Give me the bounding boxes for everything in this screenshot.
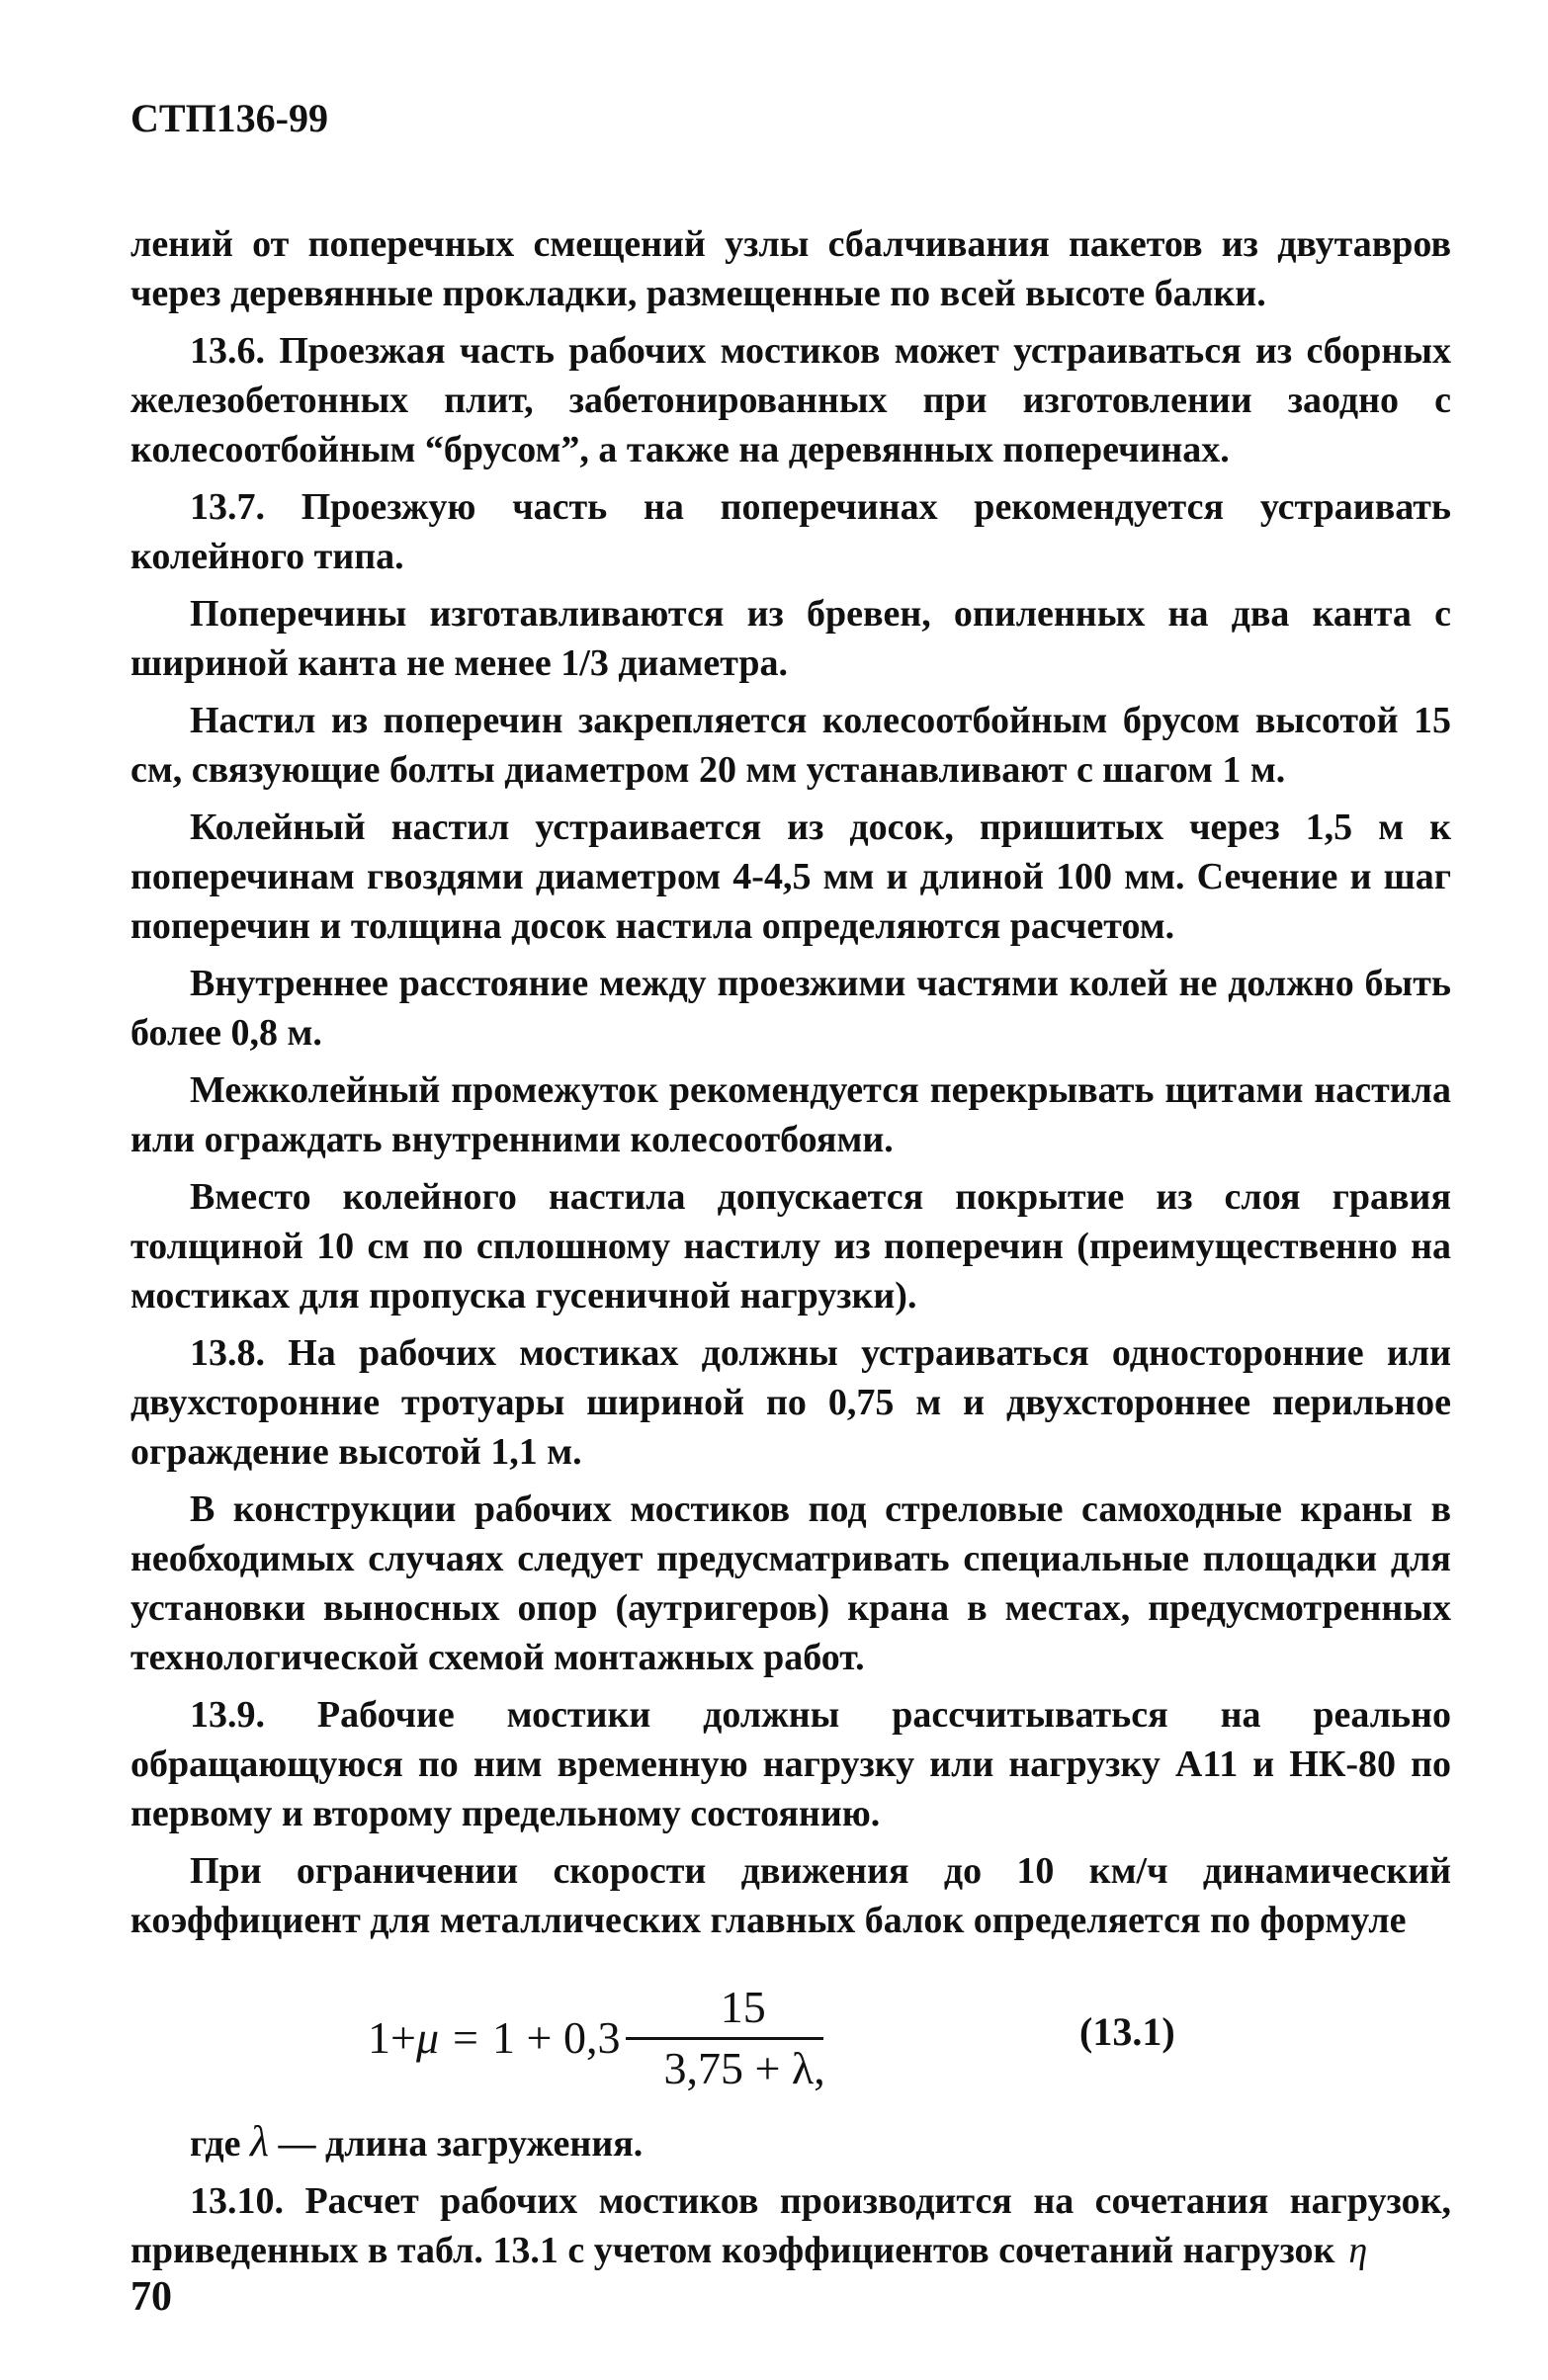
formula-lhs-one: 1+ [368,2011,416,2063]
paragraph-crane-platforms: В конструкции рабочих мостиков под стреловые самоходные краны в необходимых случаях следует предусматривать специальные площадки для установки выносных опор (аутригеров) крана в местах, предусмотренных технологической схемой монтажных работ. [130,1488,1451,1678]
document-body [130,219,1451,2283]
formula-denominator: 3,75 + λ, [663,2042,825,2093]
formula-number: (13.1) [1079,2009,1175,2054]
paragraph-gap-cover: Межколейный промежуток рекомендуется перекрывать щитами настила или ограждать внутренними колесоотбоями. [130,1069,1451,1160]
paragraph-dynamic-coefficient: При ограничении скорости движения до 10 км/ч динамический коэффициент для металлических главных балок определяется по формуле [130,1850,1451,1941]
paragraph-13-7: 13.7. Проезжую часть на поперечинах рекомендуется устраивать колейного типа. [130,486,1451,577]
paragraph-gravel-cover: Вместо колейного настила допускается покрытие из слоя гравия толщиной 10 см по сплошному настилу из поперечин (преимущественно на мостиках для пропуска гусеничной нагрузки). [130,1176,1451,1317]
paragraph-inner-distance: Внутреннее расстояние между проезжими частями колей не должно быть более 0,8 м. [130,963,1451,1054]
formula-rhs-prefix: 1 + 0,3 [492,2011,621,2063]
where-suffix: — длина загружения. [278,2123,644,2165]
paragraph-13-9: 13.9. Рабочие мостики должны рассчитываться на реально обращающуюся по ним временную нагрузку или нагрузку А11 и НК-80 по первому и второму предельному состоянию. [130,1694,1451,1834]
formula-numerator: 15 [720,1981,766,2032]
where-line [130,2117,1451,2168]
formula-mu: μ [415,2011,440,2063]
paragraph-13-8: 13.8. На рабочих мостиках должны устраиваться односторонние или двухсторонние тротуары шириной по 0,75 м и двухстороннее перильное ограждение высотой 1,1 м. [130,1332,1451,1473]
formula-equals: = [453,2011,478,2063]
paragraph-13-10 [130,2176,1451,2275]
paragraph-track-deck: Колейный настил устраивается из досок, пришитых через 1,5 м к поперечинам гвоздями диаметром 4-4,5 мм и длиной 100 мм. Сечение и шаг поперечин и толщина досок настила определяются расчетом. [130,807,1451,947]
paragraph-13-6: 13.6. Проезжая часть рабочих мостиков может устраиваться из сборных железобетонных плит, забетонированных при изготовлении заодно с колесоотбойным “брусом”, а также на деревянных поперечинах. [130,330,1451,470]
lambda-symbol: λ [249,2117,270,2166]
paragraph-13-10-text: 13.10. Расчет рабочих мостиков производится на сочетания нагрузок, приведенных в табл. 13.1 с учетом коэффициентов сочетаний нагрузок [130,2180,1451,2271]
where-prefix: где [190,2123,241,2165]
formula-fraction [624,1981,824,2094]
eta-symbol: η [1348,2230,1368,2271]
paragraph-continuation: лений от поперечных смещений узлы сбалчивания пакетов из двутавров через деревянные прокладки, размещенные по всей высоте балки. [130,223,1451,314]
page-number: 70 [130,2274,172,2320]
formula-expression [368,1963,825,2111]
paragraph-deck-fastening: Настил из поперечин закрепляется колесоотбойным брусом высотой 15 см, связующие болты диаметром 20 мм устанавливают с шагом 1 м. [130,700,1451,791]
paragraph-crossties: Поперечины изготавливаются из бревен, опиленных на два канта с шириной канта не менее 1/3 диаметра. [130,593,1451,684]
formula-13-1 [130,1963,1451,2111]
document-code-header: СТП136-99 [130,96,328,140]
